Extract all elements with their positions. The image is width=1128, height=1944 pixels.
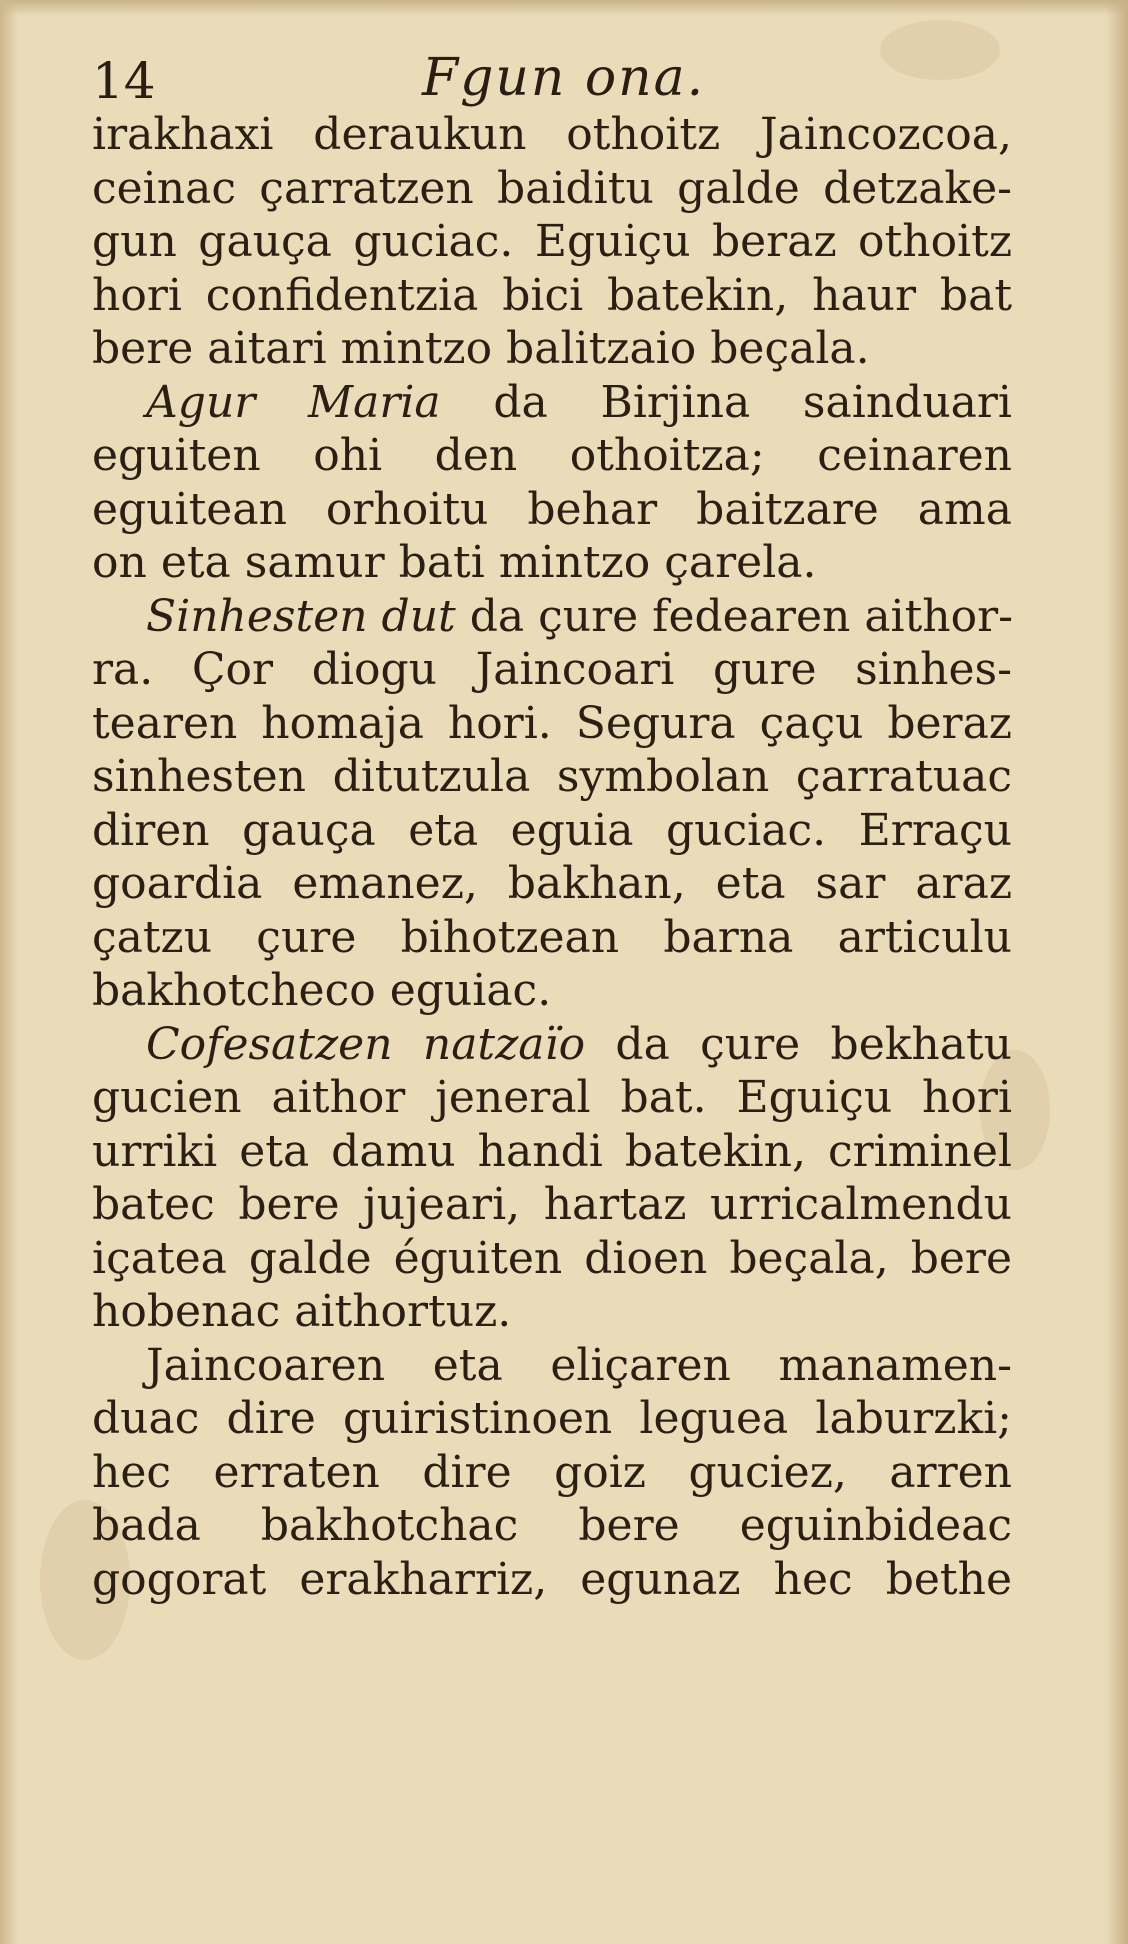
text-line: sinhesten ditutzula symbolan çarratuac [92, 751, 1012, 802]
italic-lead: Agur Maria [146, 376, 441, 428]
page-edge-left [0, 0, 18, 1944]
text-line: bere aitari mintzo balitzaio beçala. [92, 323, 870, 374]
text-line: diren gauça eta eguia guciac. Erraçu [92, 804, 1012, 856]
text-line: ceinac çarratzen baiditu galde detzake- [92, 162, 1012, 214]
text-line: gogorat erakharriz, egunaz hec bethe [92, 1553, 1012, 1605]
text-line: gun gauça guciac. Eguiçu beraz othoitz [92, 216, 1012, 267]
italic-lead: Sinhesten dut [146, 590, 456, 642]
text-line: gucien aithor jeneral bat. Eguiçu hori [92, 1072, 1012, 1123]
text-line: tearen homaja hori. Segura çaçu beraz [92, 697, 1012, 749]
text-line: urriki eta damu handi batekin, criminel [92, 1125, 1012, 1177]
text-line: ra. Çor diogu Jaincoari gure sinhes- [92, 644, 1012, 695]
text-line: çatzu çure bihotzean barna articulu [92, 911, 1012, 963]
text-line: eguiten ohi den othoitza; ceinaren [92, 430, 1012, 481]
text-line: eguitean orhoitu behar baitzare ama [92, 483, 1012, 535]
text-run: da çure fedearen aithor- [455, 590, 1014, 642]
text-line: hobenac aithortuz. [92, 1286, 512, 1337]
text-line: hec erraten dire goiz guciez, arren [92, 1446, 1012, 1498]
text-run: da çure bekhatu [585, 1018, 1012, 1070]
text-line [92, 1018, 1012, 1072]
page-edge-top [0, 0, 1128, 16]
body-text [92, 108, 1012, 1606]
running-head: Fgun ona. [422, 48, 706, 108]
text-line: hori confidentzia bici batekin, haur bat [92, 269, 1012, 321]
text-line: Jaincoaren eta eliçaren manamen- [146, 1339, 1012, 1391]
text-line: on eta samur bati mintzo çarela. [92, 537, 817, 588]
text-run: da Birjina sainduari [440, 376, 1012, 428]
text-line: bakhotcheco eguiac. [92, 965, 552, 1016]
text-line: bada bakhotchac bere eguinbideac [92, 1500, 1012, 1551]
text-line [92, 376, 1012, 430]
page-number: 14 [92, 52, 156, 110]
text-line: duac dire guiristinoen leguea laburzki; [92, 1393, 1012, 1444]
text-line: batec bere jujeari, hartaz urricalmendu [92, 1179, 1012, 1230]
text-line: irakhaxi deraukun othoitz Jaincozcoa, [92, 109, 1012, 160]
text-line [92, 590, 1012, 644]
text-line: goardia emanez, bakhan, eta sar araz [92, 858, 1012, 909]
page-edge-right [1106, 0, 1128, 1944]
text-line: içatea galde éguiten dioen beçala, bere [92, 1232, 1012, 1284]
italic-lead: Cofesatzen natzaïo [146, 1018, 586, 1070]
